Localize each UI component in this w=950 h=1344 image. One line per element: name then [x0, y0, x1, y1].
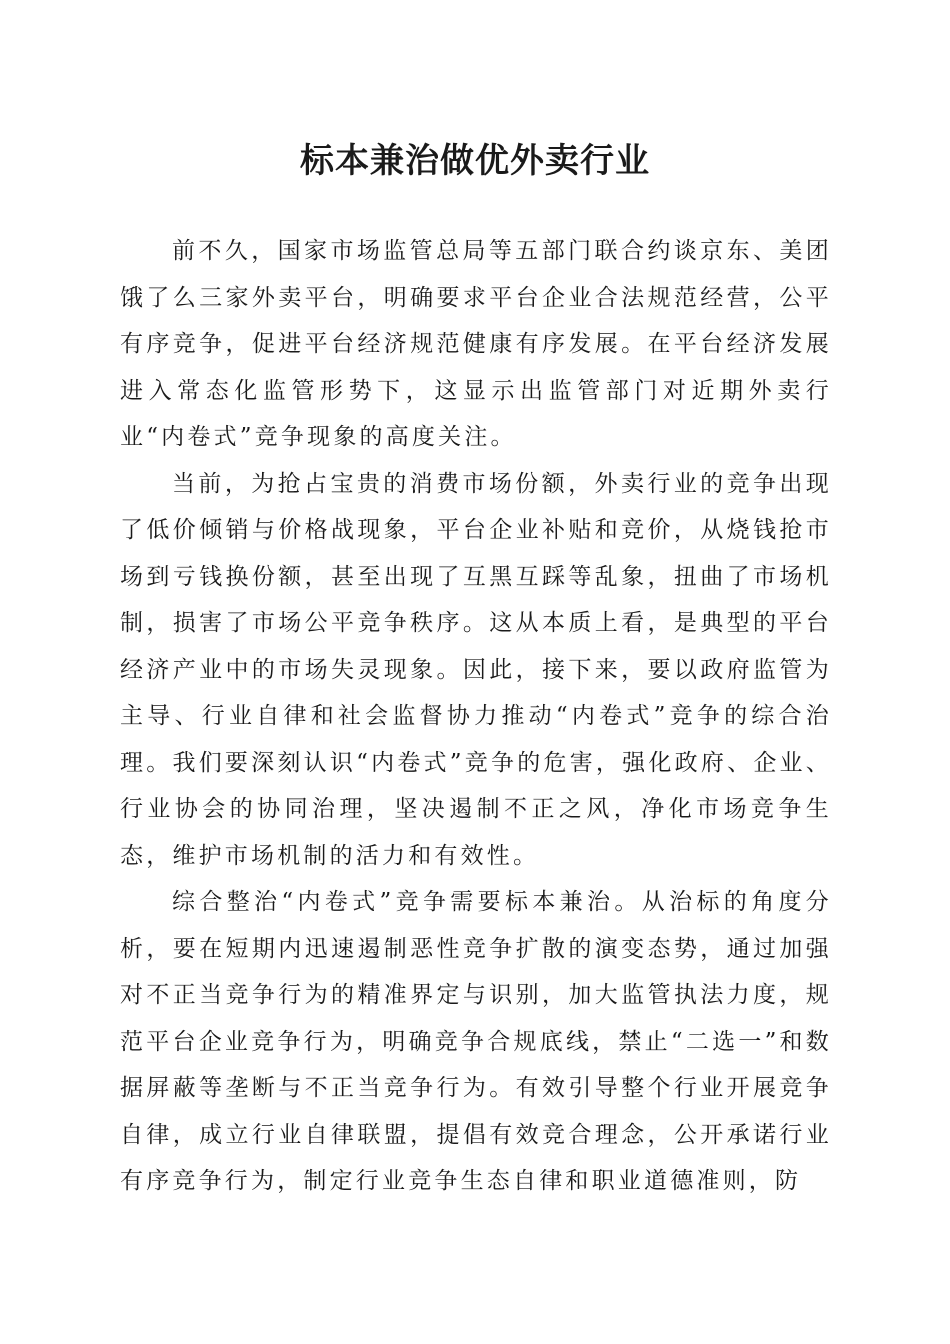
paragraph-3: 综合整治“内卷式”竞争需要标本兼治。从治标的角度分析，要在短期内迅速遏制恶性竞争扩散的演变态势，通过加强对不正当竞争行为的精准界定与识别，加大监管执法力度，规范平台企业竞争行为，明确竞争合规底线，禁止“二选一”和数据屏蔽等垄断与不正当竞争行为。有效引导整个行业开展竞争自律，成立行业自律联盟，提倡有效竞合理念，公开承诺行业有序竞争行为，制定行业竞争生态自律和职业道德准则，防: [120, 889, 832, 1194]
paragraph-2: 当前，为抢占宝贵的消费市场份额，外卖行业的竞争出现了低价倾销与价格战现象，平台企业补贴和竞价，从烧钱抢市场到亏钱换份额，甚至出现了互黑互踩等乱象，扭曲了市场机制，损害了市场公平竞争秩序。这从本质上看，是典型的平台经济产业中的市场失灵现象。因此，接下来，要以政府监管为主导、行业自律和社会监督协力推动“内卷式”竞争的综合治理。我们要深刻认识“内卷式”竞争的危害，强化政府、企业、行业协会的协同治理，坚决遏制不正之风，净化市场竞争生态，维护市场机制的活力和有效性。: [120, 470, 832, 869]
paragraph-1: 前不久，国家市场监管总局等五部门联合约谈京东、美团饿了么三家外卖平台，明确要求平台企业合法规范经营，公平有序竞争，促进平台经济规范健康有序发展。在平台经济发展进入常态化监管形势下，这显示出监管部门对近期外卖行业“内卷式”竞争现象的高度关注。: [120, 238, 832, 450]
document-body: [120, 228, 832, 1205]
document-title: 标本兼治做优外卖行业: [300, 141, 650, 181]
